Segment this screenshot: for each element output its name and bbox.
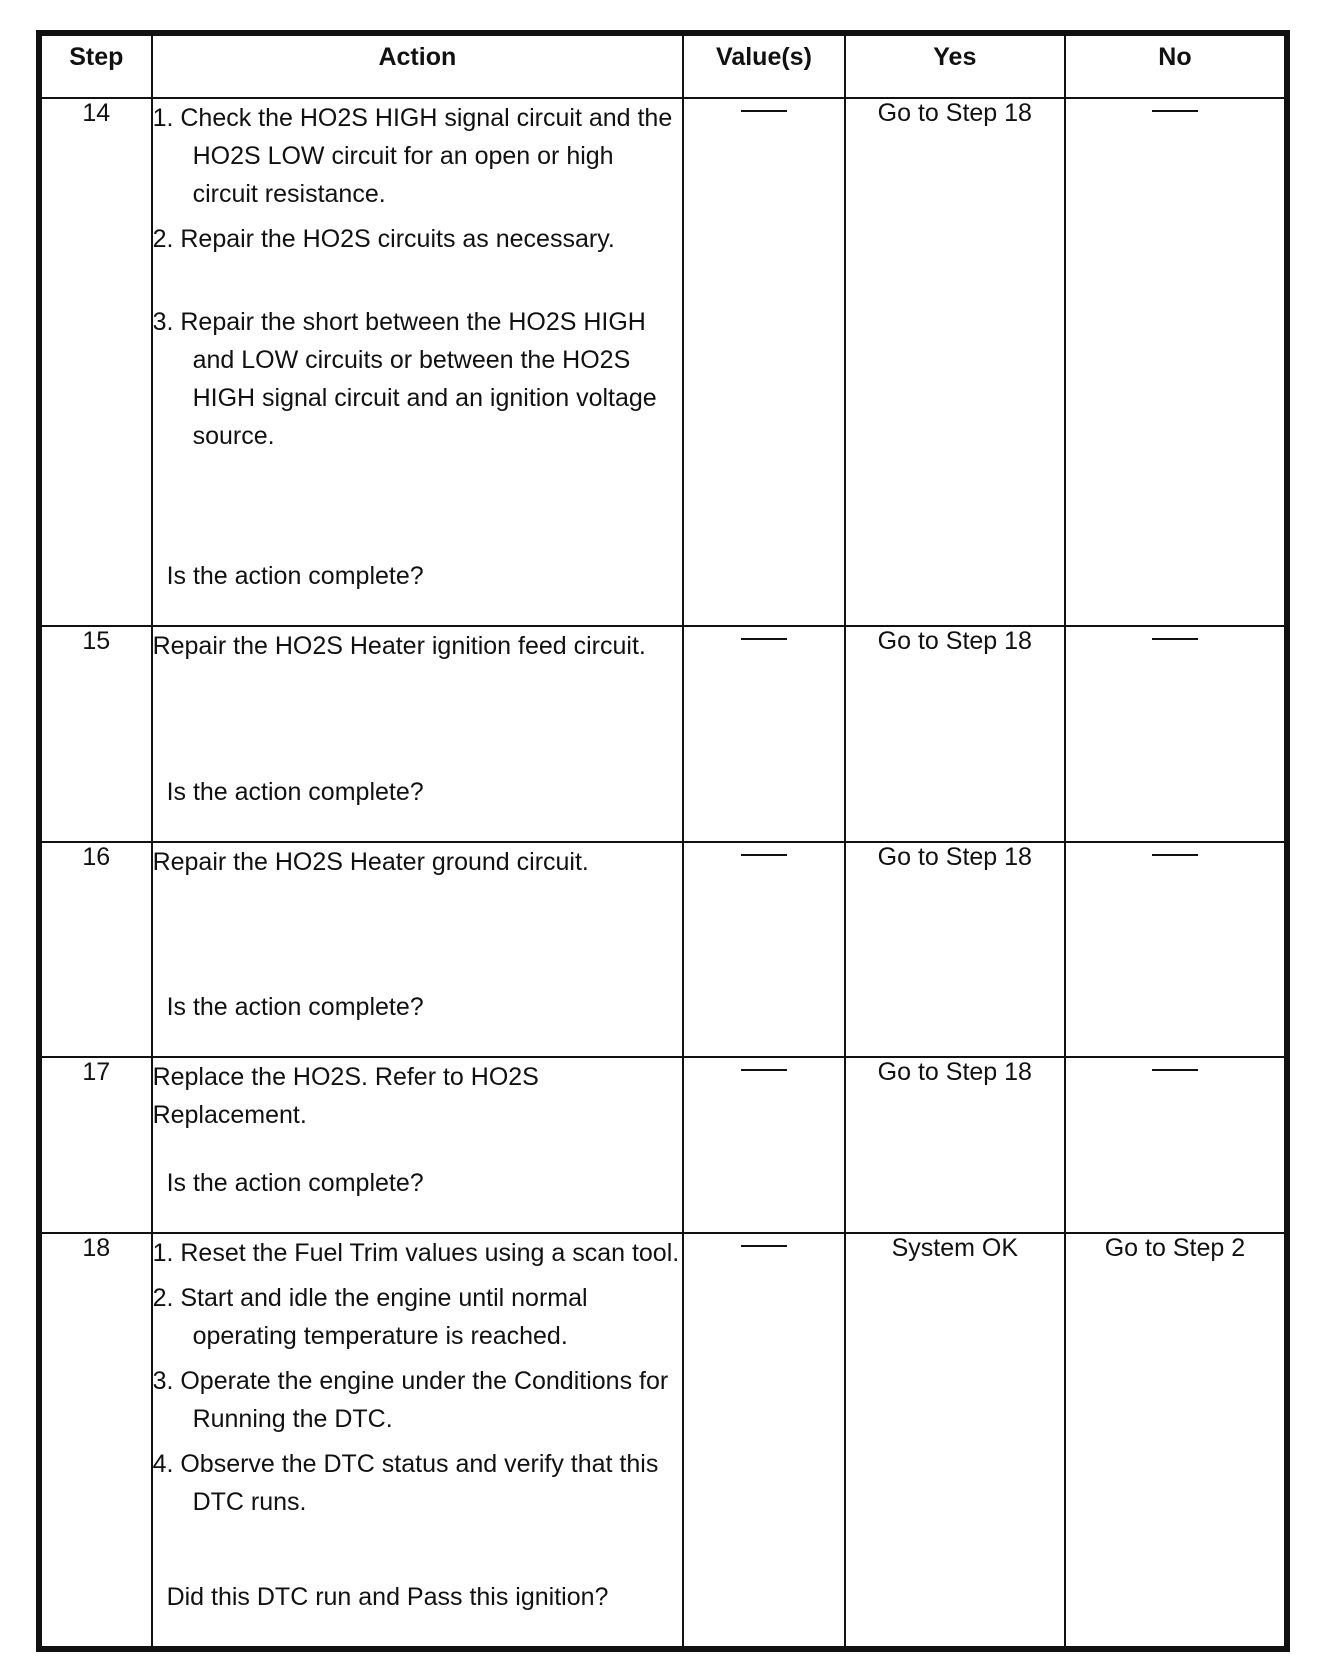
- table-row-step-15: [41, 626, 1285, 842]
- yes-cell: Go to Step 18: [845, 1057, 1065, 1232]
- action-question: Did this DTC run and Pass this ignition?: [166, 1583, 609, 1611]
- table-row-step-18: [41, 1233, 1285, 1647]
- table-row-step-14: [41, 98, 1285, 626]
- yes-cell: Go to Step 18: [845, 626, 1065, 842]
- no-cell: [1065, 98, 1285, 626]
- yes-cell: System OK: [845, 1233, 1065, 1647]
- step-number: 16: [41, 842, 152, 1058]
- action-cell: [152, 842, 684, 1058]
- no-cell: [1065, 1057, 1285, 1232]
- step-number: 17: [41, 1057, 152, 1232]
- action-text: Repair the HO2S Heater ground circuit.: [152, 847, 589, 876]
- dash-mark: [741, 110, 787, 112]
- dash-mark: [1152, 638, 1198, 640]
- header-yes: Yes: [845, 35, 1065, 98]
- dash-mark: [1152, 1069, 1198, 1071]
- action-cell: [152, 1057, 684, 1232]
- no-cell: Go to Step 2: [1065, 1233, 1285, 1647]
- header-no: No: [1065, 35, 1285, 98]
- dash-mark: [1152, 854, 1198, 856]
- step-number: 15: [41, 626, 152, 842]
- values-cell: [683, 1057, 845, 1232]
- values-cell: [683, 1233, 845, 1647]
- no-cell: [1065, 842, 1285, 1058]
- action-cell: [152, 626, 684, 842]
- action-item: 4. Observe the DTC status and verify that this DTC runs.: [152, 1449, 659, 1516]
- action-question: Is the action complete?: [166, 993, 424, 1022]
- values-cell: [683, 626, 845, 842]
- table-row-step-16: [41, 842, 1285, 1058]
- yes-cell: Go to Step 18: [845, 98, 1065, 626]
- step-number: 14: [41, 98, 152, 626]
- header-row: [41, 35, 1285, 98]
- dash-mark: [741, 1069, 787, 1071]
- action-question: Is the action complete?: [166, 777, 424, 806]
- values-cell: [683, 842, 845, 1058]
- header-action: Action: [152, 35, 684, 98]
- dash-mark: [741, 1245, 787, 1247]
- action-text: Replace the HO2S. Refer to HO2S Replacement.: [152, 1063, 539, 1130]
- action-cell: [152, 1233, 684, 1647]
- action-cell: [152, 98, 684, 626]
- no-cell: [1065, 626, 1285, 842]
- action-question: Is the action complete?: [166, 562, 424, 591]
- dash-mark: [741, 638, 787, 640]
- action-item: 2. Repair the HO2S circuits as necessary.: [152, 225, 615, 253]
- yes-cell: Go to Step 18: [845, 842, 1065, 1058]
- table-row-step-17: [41, 1057, 1285, 1232]
- action-item: 3. Repair the short between the HO2S HIGH and LOW circuits or between the HO2S HIGH signal circuit and an ignition voltage source.: [152, 308, 657, 450]
- action-item: 2. Start and idle the engine until normal operating temperature is reached.: [152, 1283, 588, 1350]
- step-number: 18: [41, 1233, 152, 1647]
- action-item: 3. Operate the engine under the Conditions for Running the DTC.: [152, 1366, 669, 1433]
- action-item: 1. Check the HO2S HIGH signal circuit and the HO2S LOW circuit for an open or high circuit resistance.: [152, 104, 673, 208]
- diagnostic-table: [40, 34, 1286, 1648]
- values-cell: [683, 98, 845, 626]
- dash-mark: [1152, 110, 1198, 112]
- dash-mark: [741, 854, 787, 856]
- action-question: Is the action complete?: [166, 1168, 424, 1197]
- header-step: Step: [41, 35, 152, 98]
- action-text: Repair the HO2S Heater ignition feed circuit.: [152, 632, 646, 661]
- diagnostic-table-frame: [36, 30, 1290, 1652]
- action-item: 1. Reset the Fuel Trim values using a scan tool.: [152, 1238, 680, 1267]
- header-values: Value(s): [683, 35, 845, 98]
